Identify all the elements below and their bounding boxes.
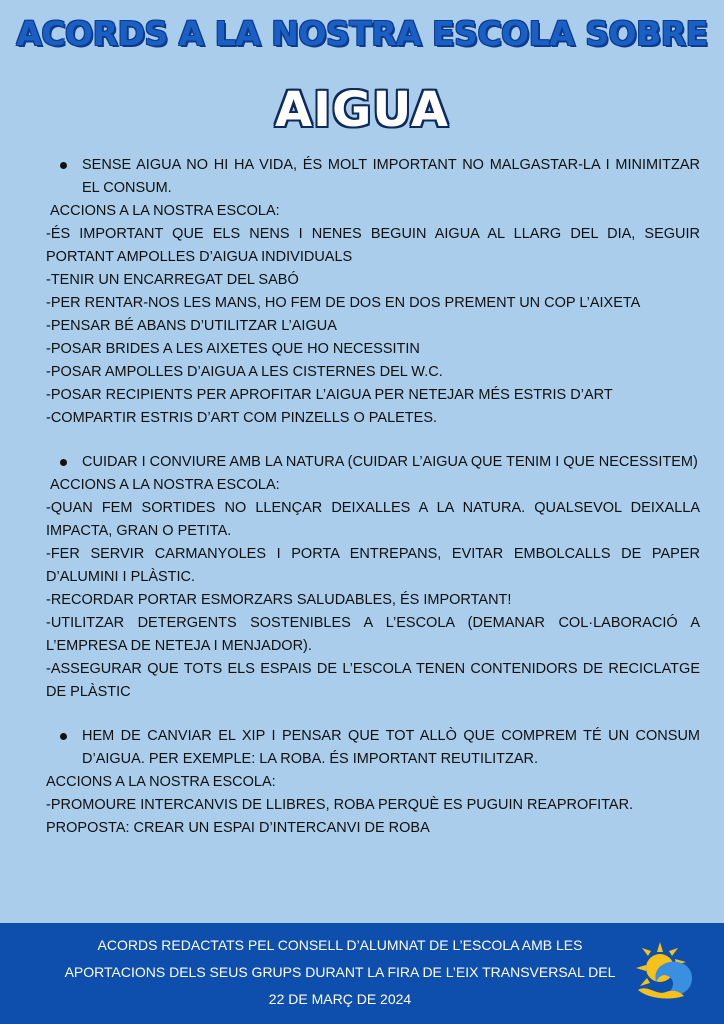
list-item: -ÉS IMPORTANT QUE ELS NENS I NENES BEGUIN AIGUA AL LLARG DEL DIA, SEGUIR PORTANT AMPOLLES D’AIGUA INDIVIDUALS	[46, 226, 700, 265]
list-item: -TENIR UN ENCARREGAT DEL SABÓ	[46, 272, 299, 288]
list-item: -PER RENTAR-NOS LES MANS, HO FEM DE DOS EN DOS PREMENT UN COP L’AIXETA	[46, 295, 641, 311]
list-item: -PENSAR BÉ ABANS D’UTILITZAR L’AIGUA	[46, 318, 337, 334]
list-item: -UTILITZAR DETERGENTS SOSTENIBLES A L’ESCOLA (DEMANAR COL·LABORACIÓ A L’EMPRESA DE NETEJA I MENJADOR).	[46, 615, 700, 654]
list-item: -POSAR AMPOLLES D’AIGUA A LES CISTERNES DEL W.C.	[46, 364, 443, 380]
list-item: -ASSEGURAR QUE TOTS ELS ESPAIS DE L’ESCOLA TENEN CONTENIDORS DE RECICLATGE DE PLÀSTIC	[46, 661, 700, 700]
footer-line: APORTACIONS DELS SEUS GRUPS DURANT LA FIRA DE L’EIX TRANSVERSAL DEL	[64, 964, 616, 980]
footer-banner	[0, 923, 724, 1024]
bullet-point: SENSE AIGUA NO HI HA VIDA, ÉS MOLT IMPORTANT NO MALGASTAR-LA I MINIMITZAR EL CONSUM.	[46, 154, 700, 200]
footer-text	[30, 932, 650, 1013]
list-item: -POSAR RECIPIENTS PER APROFITAR L’AIGUA PER NETEJAR MÉS ESTRIS D’ART	[46, 387, 613, 403]
actions-heading: ACCIONS A LA NOSTRA ESCOLA:	[46, 774, 276, 790]
sun-wave-logo-icon	[634, 940, 696, 1002]
title-line-1: ACORDS A LA NOSTRA ESCOLA SOBRE	[16, 14, 708, 53]
list-item: -COMPARTIR ESTRIS D’ART COM PINZELLS O PALETES.	[46, 410, 438, 426]
list-item: -RECORDAR PORTAR ESMORZARS SALUDABLES, ÉS IMPORTANT!	[46, 592, 512, 608]
list-item: -POSAR BRIDES A LES AIXETES QUE HO NECESSITIN	[46, 341, 420, 357]
content-body	[46, 154, 700, 840]
footer-line: ACORDS REDACTATS PEL CONSELL D’ALUMNAT DE L’ESCOLA AMB LES	[97, 937, 583, 953]
title-line-2: AIGUA	[274, 82, 450, 138]
list-item: PROPOSTA: CREAR UN ESPAI D’INTERCANVI DE ROBA	[46, 820, 430, 836]
actions-heading: ACCIONS A LA NOSTRA ESCOLA:	[50, 203, 280, 219]
bullet-point: HEM DE CANVIAR EL XIP I PENSAR QUE TOT ALLÒ QUE COMPREM TÉ UN CONSUM D’AIGUA. PER EXEMPLE: LA ROBA. ÉS IMPORTANT REUTILITZAR.	[46, 725, 700, 771]
list-item: -PROMOURE INTERCANVIS DE LLIBRES, ROBA PERQUÈ ES PUGUIN REAPROFITAR.	[46, 797, 634, 813]
list-item: -QUAN FEM SORTIDES NO LLENÇAR DEIXALLES A LA NATURA. QUALSEVOL DEIXALLA IMPACTA, GRAN O PETITA.	[46, 500, 700, 539]
list-item: -FER SERVIR CARMANYOLES I PORTA ENTREPANS, EVITAR EMBOLCALLS DE PAPER D’ALUMINI I PLÀSTIC.	[46, 546, 700, 585]
bullet-point: CUIDAR I CONVIURE AMB LA NATURA (CUIDAR L’AIGUA QUE TENIM I QUE NECESSITEM)	[46, 451, 700, 474]
actions-heading: ACCIONS A LA NOSTRA ESCOLA:	[50, 477, 280, 493]
footer-date: 22 DE MARÇ DE 2024	[268, 991, 412, 1007]
